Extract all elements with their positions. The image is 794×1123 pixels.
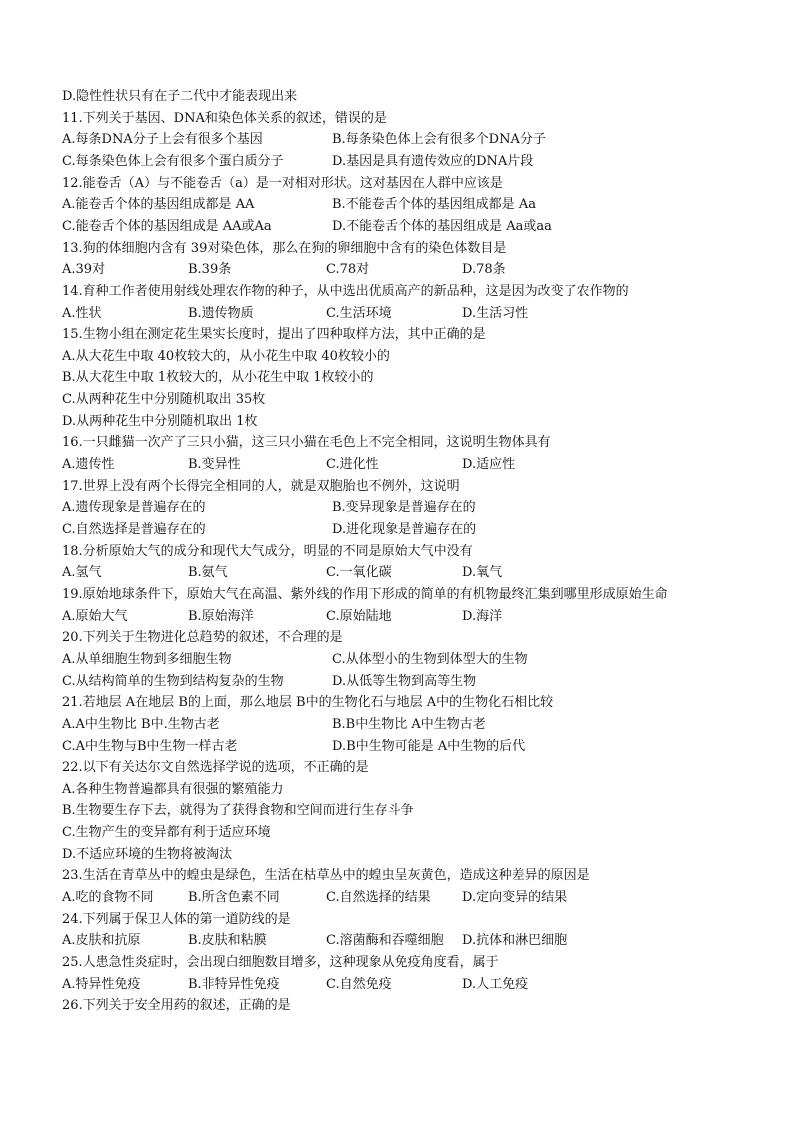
question-text: 21.若地层 A在地层 B的上面，那么地层 B中的生物化石与地层 A中的生物化石相比较 <box>62 695 554 711</box>
option-row <box>62 129 774 151</box>
option-row <box>62 411 774 433</box>
answer-option: A.从大花生中取 40枚较大的，从小花生中取 40枚较小的 <box>62 348 390 364</box>
answer-option: C.自然选择的结果 <box>326 890 431 906</box>
question-text: 16.一只雌猫一次产了三只小猫，这三只小猫在毛色上不完全相同，这说明生物体具有 <box>62 435 551 451</box>
answer-option: C.能卷舌个体的基因组成是 AA或Aa <box>62 218 272 234</box>
question-text: 14.育种工作者使用射线处理农作物的种子，从中选出优质高产的新品种，这是因为改变了农作物的 <box>62 283 629 299</box>
question-text: 22.以下有关达尔文自然选择学说的选项，不正确的是 <box>62 760 369 776</box>
answer-option: A.特异性免疫 <box>62 976 141 992</box>
answer-option: D.海洋 <box>462 608 503 624</box>
answer-option: A.从单细胞生物到多细胞生物 <box>62 651 232 667</box>
answer-option: B.变异性 <box>188 457 241 473</box>
option-row <box>62 887 774 909</box>
question-stem <box>62 865 774 887</box>
option-row <box>62 974 774 996</box>
option-row <box>62 216 774 238</box>
answer-option: C.一氧化碳 <box>326 565 392 581</box>
answer-option: A.性状 <box>62 305 102 321</box>
answer-option: C.生物产生的变异都有利于适应环境 <box>62 825 271 841</box>
option-row <box>62 671 774 693</box>
answer-option: D.基因是具有遗传效应的DNA片段 <box>332 153 534 169</box>
question-stem <box>62 281 774 303</box>
option-row <box>62 649 774 671</box>
answer-option: C.从两种花生中分别随机取出 35枚 <box>62 392 266 408</box>
answer-option: D.隐性性状只有在子二代中才能表现出来 <box>62 89 298 104</box>
question-stem <box>62 541 774 563</box>
question-stem <box>62 476 774 498</box>
answer-option: B.不能卷舌个体的基因组成都是 Aa <box>332 197 536 213</box>
question-stem <box>62 627 774 649</box>
answer-option: C.生活环境 <box>326 305 392 321</box>
option-row <box>62 454 774 476</box>
question-text: 17.世界上没有两个长得完全相同的人，就是双胞胎也不例外，这说明 <box>62 478 460 494</box>
answer-option: D.从低等生物到高等生物 <box>332 673 477 689</box>
answer-option: A.遗传性 <box>62 457 115 473</box>
answer-option: C.A中生物与B中生物一样古老 <box>62 738 238 754</box>
answer-option: C.溶菌酶和吞噬细胞 <box>326 933 444 949</box>
answer-option: C.进化性 <box>326 457 379 473</box>
answer-option: B.皮肤和粘膜 <box>188 933 267 949</box>
question-text: 11.下列关于基因、DNA和染色体关系的叙述，错误的是 <box>62 110 387 126</box>
answer-option: D.B中生物可能是 A中生物的后代 <box>332 738 526 754</box>
answer-option: D.不能卷舌个体的基因组成是 Aa或aa <box>332 218 552 234</box>
option-row <box>62 562 774 584</box>
question-stem <box>62 238 774 260</box>
answer-option: A.吃的食物不同 <box>62 890 154 906</box>
option-row <box>62 497 774 519</box>
question-text: 26.下列关于安全用药的叙述，正确的是 <box>62 998 291 1014</box>
question-text: 18.分析原始大气的成分和现代大气成分，明显的不同是原始大气中没有 <box>62 543 473 559</box>
answer-option: A.遗传现象是普遍存在的 <box>62 500 206 516</box>
question-text: 20.下列关于生物进化总趋势的叙述，不合理的是 <box>62 630 343 646</box>
answer-option: B.每条染色体上会有很多个DNA分子 <box>332 132 546 148</box>
answer-option: B.39条 <box>188 262 232 278</box>
option-row <box>62 844 774 866</box>
question-stem <box>62 692 774 714</box>
answer-option: B.所含色素不同 <box>188 890 280 906</box>
option-row <box>62 930 774 952</box>
answer-option: D.人工免疫 <box>462 976 529 992</box>
answer-option: B.原始海洋 <box>188 608 254 624</box>
option-row <box>62 86 774 108</box>
answer-option: D.适应性 <box>462 457 516 473</box>
answer-option: D.定向变异的结果 <box>462 890 568 906</box>
answer-option: C.自然选择是普遍存在的 <box>62 522 206 537</box>
option-row <box>62 800 774 822</box>
answer-option: B.变异现象是普遍存在的 <box>332 500 476 516</box>
question-text: 25.人患急性炎症时，会出现白细胞数目增多，这种现象从免疫角度看，属于 <box>62 955 499 970</box>
answer-option: B.从大花生中取 1枚较大的，从小花生中取 1枚较小的 <box>62 370 374 386</box>
question-text: 24.下列属于保卫人体的第一道防线的是 <box>62 911 291 927</box>
question-text: 23.生活在青草丛中的蝗虫是绿色，生活在枯草丛中的蝗虫呈灰黄色，造成这种差异的原因是 <box>62 868 590 884</box>
option-row <box>62 736 774 758</box>
question-text: 13.狗的体细胞内含有 39对染色体，那么在狗的卵细胞中含有的染色体数目是 <box>62 240 507 256</box>
option-row <box>62 367 774 389</box>
answer-option: B.遗传物质 <box>188 305 254 321</box>
question-stem <box>62 952 774 974</box>
answer-option: D.进化现象是普遍存在的 <box>332 522 477 537</box>
question-stem <box>62 108 774 130</box>
answer-option: B.氨气 <box>188 565 228 581</box>
option-row <box>62 151 774 173</box>
answer-option: D.抗体和淋巴细胞 <box>462 933 568 949</box>
question-stem <box>62 324 774 346</box>
answer-option: A.A中生物比 B中.生物古老 <box>62 716 220 732</box>
question-stem <box>62 757 774 779</box>
question-stem <box>62 995 774 1017</box>
answer-option: A.能卷舌个体的基因组成都是 AA <box>62 197 255 213</box>
question-text: 19.原始地球条件下，原始大气在高温、紫外线的作用下形成的简单的有机物最终汇集到哪里形成原始生命 <box>62 586 668 602</box>
question-stem <box>62 584 774 606</box>
answer-option: C.自然免疫 <box>326 976 392 992</box>
answer-option: B.B中生物比 A中生物古老 <box>332 716 486 732</box>
answer-option: C.从结构简单的生物到结构复杂的生物 <box>62 673 284 689</box>
answer-option: A.皮肤和抗原 <box>62 933 141 949</box>
answer-option: D.氧气 <box>462 565 503 581</box>
question-text: 12.能卷舌（A）与不能卷舌（a）是一对相对形状。这对基因在人群中应该是 <box>62 175 503 191</box>
answer-option: A.原始大气 <box>62 608 128 624</box>
question-text: 15.生物小组在测定花生果实长度时，提出了四种取样方法，其中正确的是 <box>62 327 486 343</box>
answer-option: D.从两种花生中分别随机取出 1枚 <box>62 413 258 429</box>
option-row <box>62 194 774 216</box>
answer-option: B.生物要生存下去，就得为了获得食物和空间而进行生存斗争 <box>62 803 414 819</box>
option-row <box>62 822 774 844</box>
option-row <box>62 519 774 541</box>
question-stem <box>62 432 774 454</box>
option-row <box>62 346 774 368</box>
answer-option: B.非特异性免疫 <box>188 976 280 992</box>
answer-option: D.不适应环境的生物将被淘汰 <box>62 846 233 862</box>
answer-option: A.氢气 <box>62 565 102 581</box>
option-row <box>62 606 774 628</box>
answer-option: D.生活习性 <box>462 305 529 321</box>
option-row <box>62 259 774 281</box>
answer-option: A.各种生物普遍都具有很强的繁殖能力 <box>62 781 284 797</box>
answer-option: C.原始陆地 <box>326 608 392 624</box>
answer-option: C.每条染色体上会有很多个蛋白质分子 <box>62 153 284 169</box>
answer-option: A.每条DNA分子上会有很多个基因 <box>62 132 263 148</box>
option-row <box>62 779 774 801</box>
question-stem <box>62 173 774 195</box>
answer-option: D.78条 <box>462 262 506 278</box>
option-row <box>62 389 774 411</box>
question-stem <box>62 909 774 931</box>
option-row <box>62 303 774 325</box>
answer-option: A.39对 <box>62 262 106 278</box>
option-row <box>62 714 774 736</box>
answer-option: C.从体型小的生物到体型大的生物 <box>332 651 528 667</box>
answer-option: C.78对 <box>326 262 370 278</box>
